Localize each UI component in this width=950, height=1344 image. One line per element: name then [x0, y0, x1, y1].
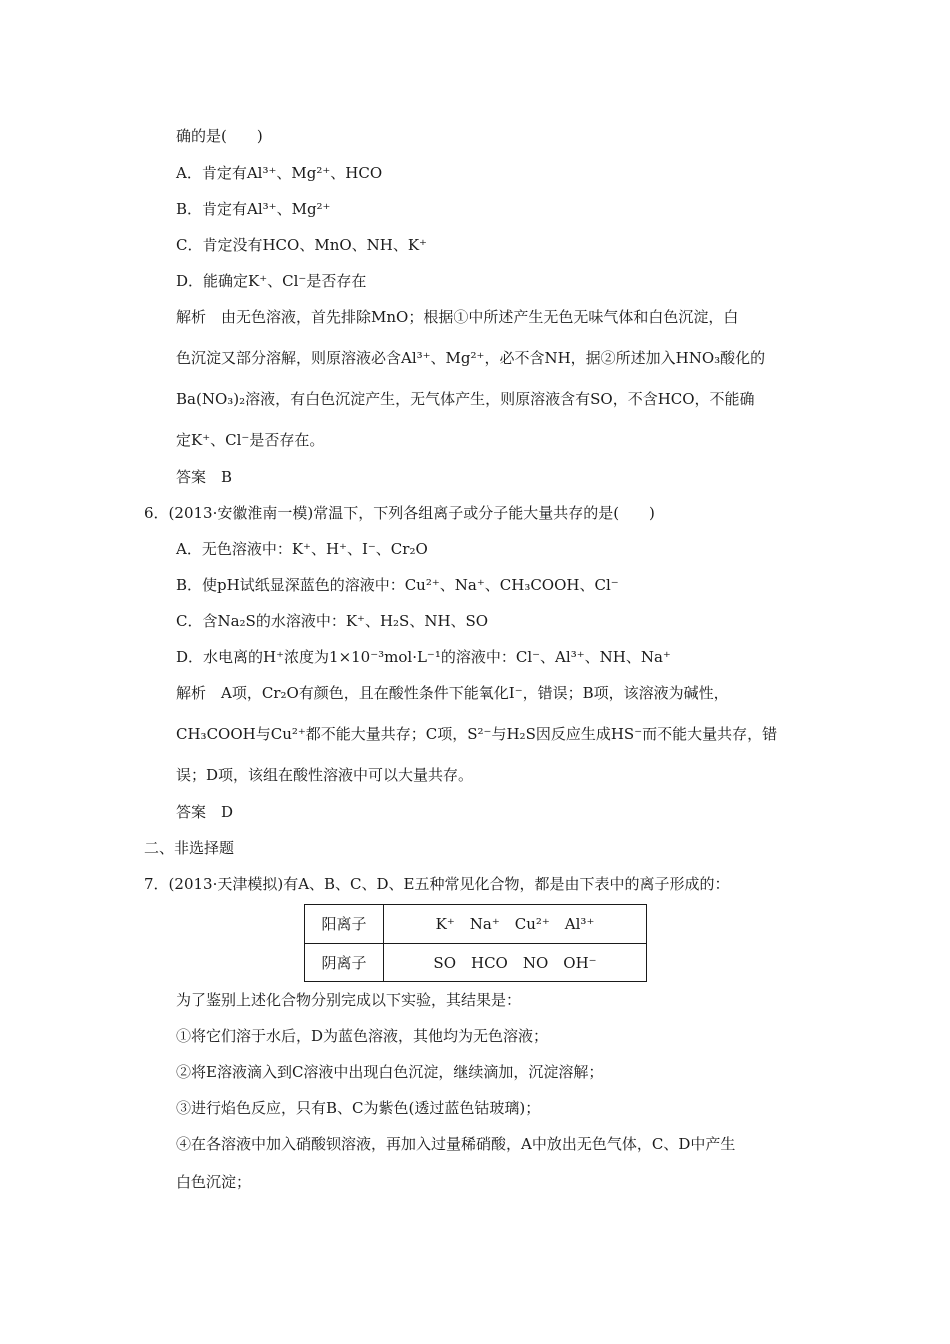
q5-answer: 答案 B: [176, 468, 233, 486]
table-cell-cation-values: K⁺ Na⁺ Cu²⁺ Al³⁺: [384, 905, 647, 944]
q7-experiment-2: ②将E溶液滴入到C溶液中出现白色沉淀，继续滴加，沉淀溶解；: [176, 1063, 604, 1081]
q7-experiment-4-cont: 白色沉淀；: [176, 1173, 252, 1191]
q5-option-b: B．肯定有Al³⁺、Mg²⁺: [176, 200, 331, 218]
q7-experiment-4: ④在各溶液中加入硝酸钡溶液，再加入过量稀硝酸，A中放出无色气体，C、D中产生: [176, 1135, 736, 1153]
q7-experiment-3: ③进行焰色反应，只有B、C为紫色(透过蓝色钴玻璃)；: [176, 1099, 541, 1117]
ion-table: [304, 904, 647, 982]
q6-option-b: B．使pH试纸显深蓝色的溶液中：Cu²⁺、Na⁺、CH₃COOH、Cl⁻: [176, 576, 619, 594]
q5-option-d: D．能确定K⁺、Cl⁻是否存在: [176, 272, 367, 290]
q5-analysis-line: Ba(NO₃)₂溶液，有白色沉淀产生，无气体产生，则原溶液含有SO，不含HCO，不能确: [176, 390, 755, 408]
q5-analysis-line: 色沉淀又部分溶解，则原溶液必含Al³⁺、Mg²⁺，必不含NH，据②所述加入HNO₃酸化的: [176, 349, 766, 367]
q6-option-c: C．含Na₂S的水溶液中：K⁺、H₂S、NH、SO: [176, 612, 489, 630]
q7-stem: 7．(2013·天津模拟)有A、B、C、D、E五种常见化合物，都是由下表中的离子形成的：: [144, 875, 730, 893]
section-heading: 二、非选择题: [144, 839, 235, 857]
q6-answer: 答案 D: [176, 803, 234, 821]
q5-stem-tail: 确的是( ): [176, 127, 263, 145]
table-row: [305, 943, 647, 982]
q5-option-c: C．肯定没有HCO、MnO、NH、K⁺: [176, 236, 427, 254]
table-cell-anion-values: SO HCO NO OH⁻: [384, 943, 647, 982]
q6-analysis-line: 误；D项，该组在酸性溶液中可以大量共存。: [176, 766, 474, 784]
q5-analysis-line: 解析 由无色溶液，首先排除MnO；根据①中所述产生无色无味气体和白色沉淀，白: [176, 308, 739, 326]
q5-analysis-line: 定K⁺、Cl⁻是否存在。: [176, 431, 325, 449]
q6-analysis-line: 解析 A项，Cr₂O有颜色，且在酸性条件下能氧化I⁻，错误；B项，该溶液为碱性，: [176, 684, 729, 702]
q6-option-a: A．无色溶液中：K⁺、H⁺、I⁻、Cr₂O: [176, 540, 428, 558]
q5-option-a: A．肯定有Al³⁺、Mg²⁺、HCO: [176, 164, 383, 182]
table-cell-cation-label: 阳离子: [305, 905, 384, 944]
table-row: [305, 905, 647, 944]
q6-stem: 6．(2013·安徽淮南一模)常温下，下列各组离子或分子能大量共存的是( ): [144, 504, 655, 522]
table-cell-anion-label: 阴离子: [305, 943, 384, 982]
q7-experiment-1: ①将它们溶于水后，D为蓝色溶液，其他均为无色溶液；: [176, 1027, 549, 1045]
q6-option-d: D．水电离的H⁺浓度为1×10⁻³mol·L⁻¹的溶液中：Cl⁻、Al³⁺、NH、Na⁺: [176, 648, 671, 666]
q7-intro: 为了鉴别上述化合物分别完成以下实验，其结果是：: [176, 991, 522, 1009]
q6-analysis-line: CH₃COOH与Cu²⁺都不能大量共存；C项，S²⁻与H₂S因反应生成HS⁻而不能大量共存，错: [176, 725, 778, 743]
